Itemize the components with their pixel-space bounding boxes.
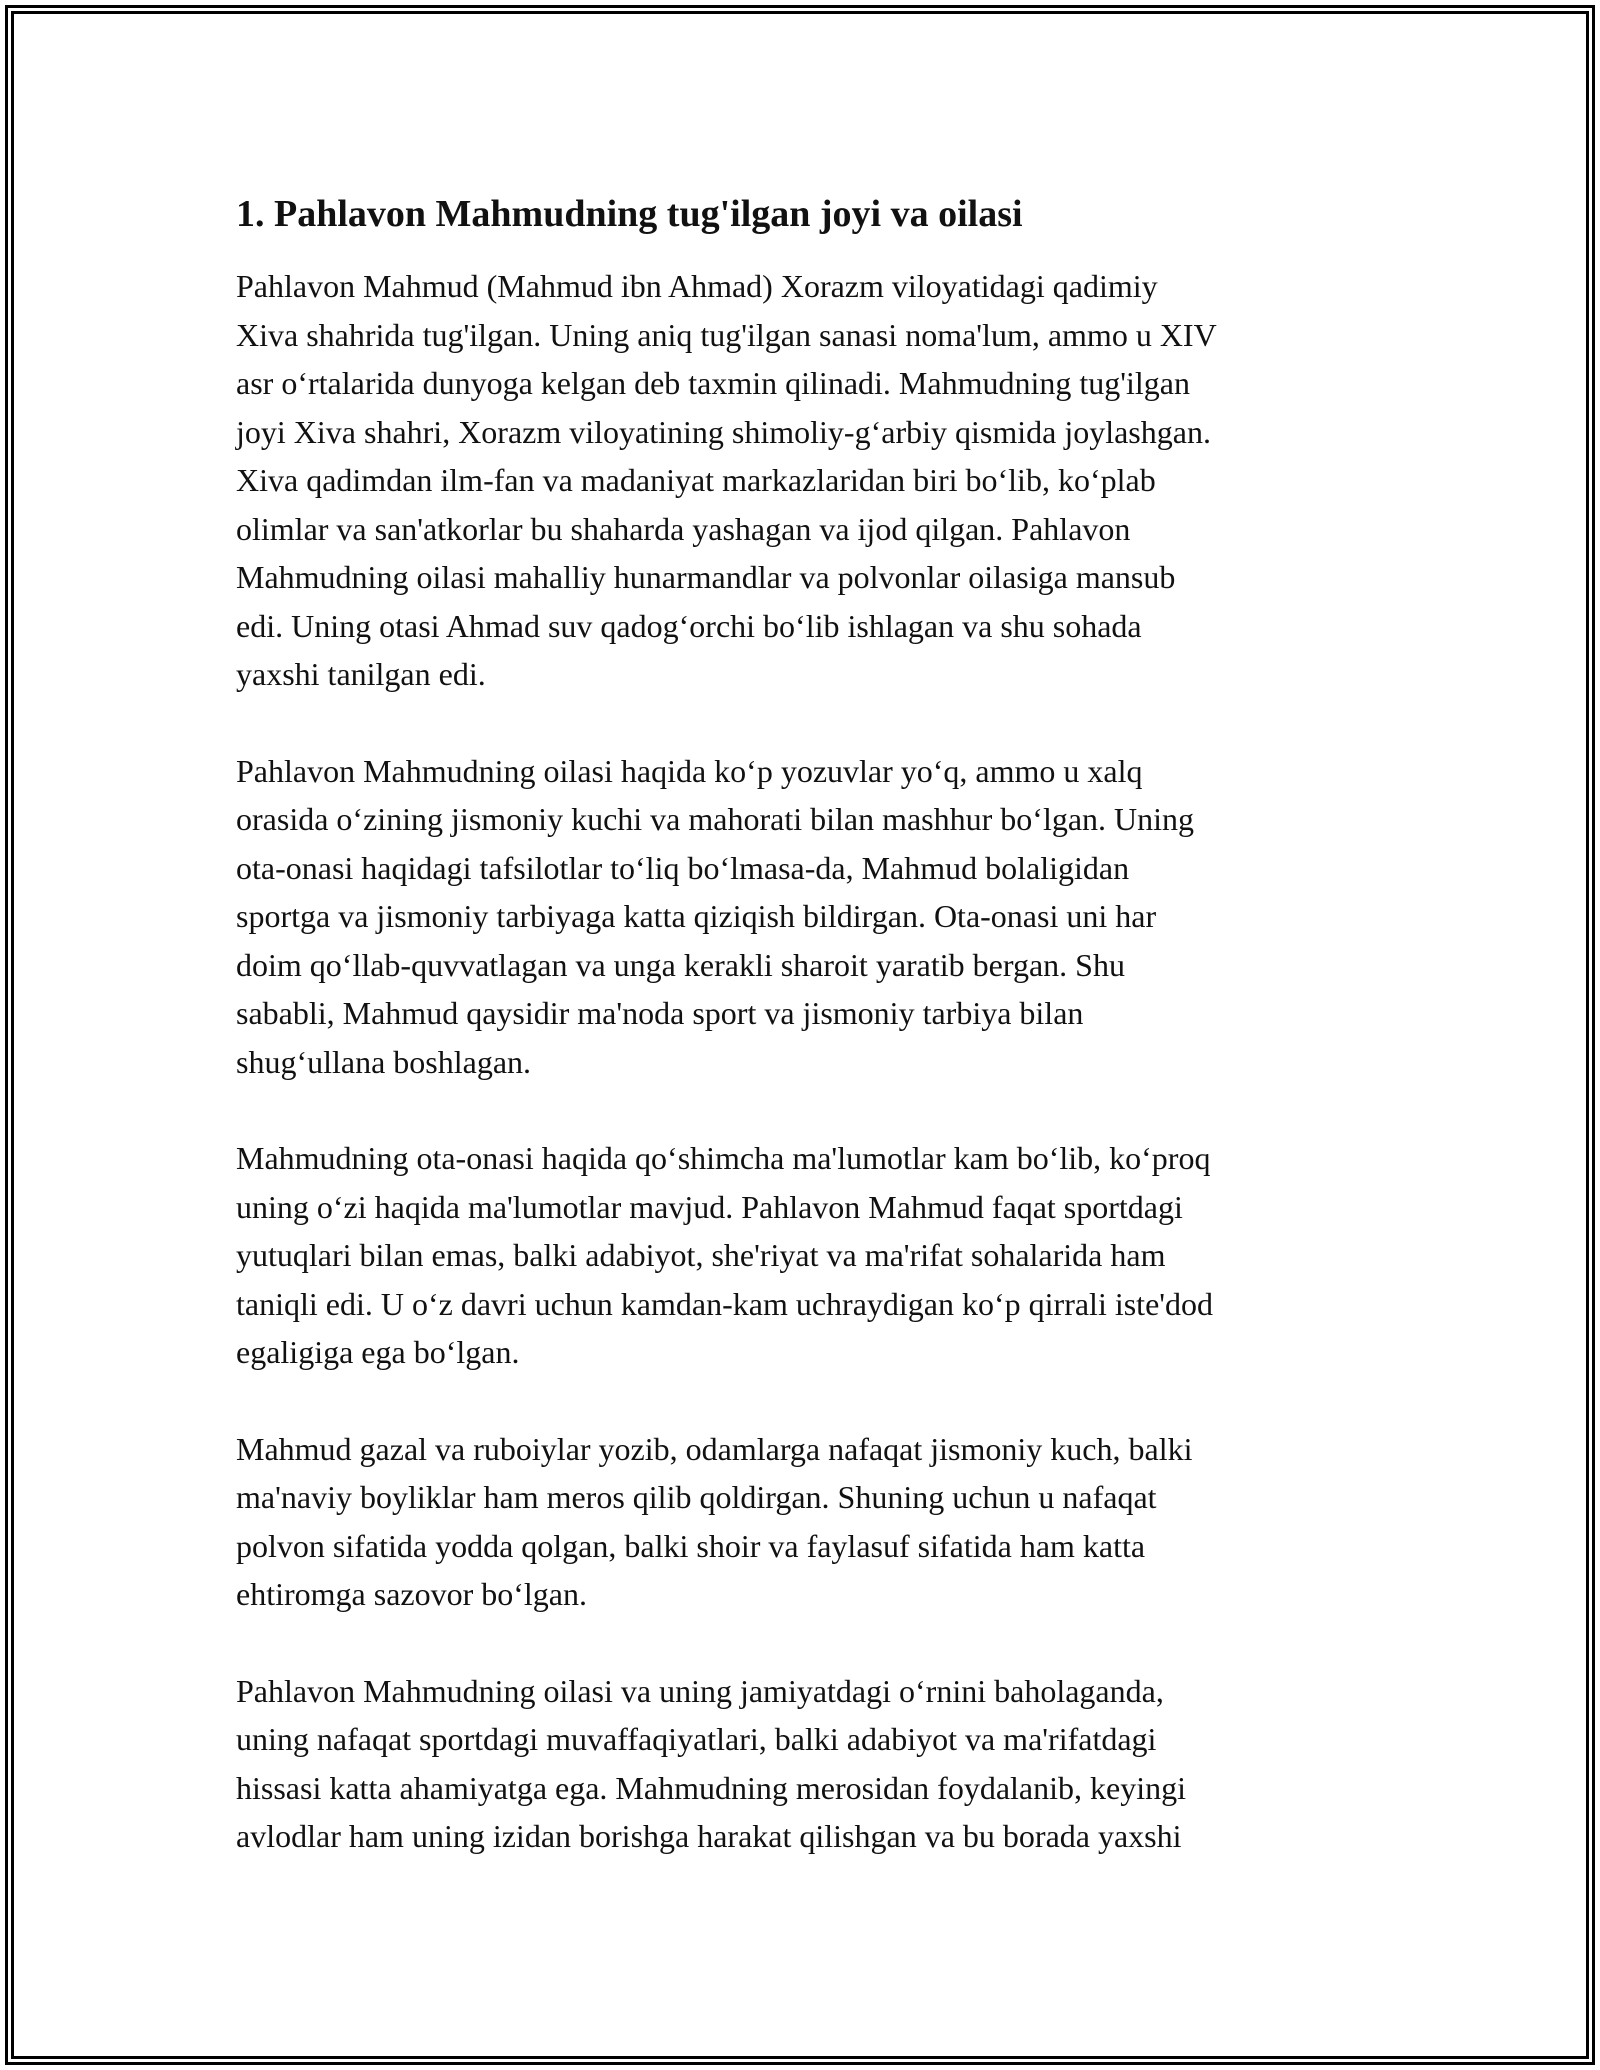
- text-line: yutuqlari bilan emas, balki adabiyot, she'riyat va ma'rifat sohalarida ham: [236, 1237, 1166, 1273]
- text-line: Pahlavon Mahmud (Mahmud ibn Ahmad) Xorazm viloyatidagi qadimiy: [236, 268, 1158, 304]
- paragraph-1: [236, 262, 1366, 699]
- document-body: [236, 188, 1366, 1909]
- paragraph-5: [236, 1667, 1366, 1861]
- text-line: olimlar va san'atkorlar bu shaharda yashagan va ijod qilgan. Pahlavon: [236, 510, 1131, 547]
- text-line: sababli, Mahmud qaysidir ma'noda sport va jismoniy tarbiya bilan: [236, 995, 1084, 1031]
- text-line: yaxshi tanilgan edi.: [236, 656, 486, 692]
- text-line: Pahlavon Mahmudning oilasi va uning jamiyatdagi o‘rnini baholaganda,: [236, 1672, 1164, 1709]
- text-line: ma'naviy boyliklar ham meros qilib qoldirgan. Shuning uchun u nafaqat: [236, 1479, 1157, 1515]
- text-line: Mahmudning ota-onasi haqida qo‘shimcha ma'lumotlar kam bo‘lib, ko‘proq: [236, 1140, 1211, 1176]
- text-line: uning o‘zi haqida ma'lumotlar mavjud. Pahlavon Mahmud faqat sportdagi: [236, 1188, 1183, 1225]
- text-line: orasida o‘zining jismoniy kuchi va mahorati bilan mashhur bo‘lgan. Uning: [236, 801, 1195, 837]
- text-line: ota-onasi haqidagi tafsilotlar to‘liq bo‘lmasa-da, Mahmud bolaligidan: [236, 849, 1130, 886]
- text-line: avlodlar ham uning izidan borishga harakat qilishgan va bu borada yaxshi: [236, 1818, 1182, 1854]
- text-line: uning nafaqat sportdagi muvaffaqiyatlari, balki adabiyot va ma'rifatdagi: [236, 1721, 1157, 1757]
- text-line: Xiva shahrida tug'ilgan. Uning aniq tug'ilgan sanasi noma'lum, ammo u XIV: [236, 316, 1217, 353]
- text-line: polvon sifatida yodda qolgan, balki shoir va faylasuf sifatida ham katta: [236, 1527, 1146, 1564]
- text-line: Xiva qadimdan ilm-fan va madaniyat markazlaridan biri bo‘lib, ko‘plab: [236, 462, 1156, 498]
- paragraph-2: [236, 747, 1366, 1087]
- text-line: Mahmudning oilasi mahalliy hunarmandlar va polvonlar oilasiga mansub: [236, 559, 1176, 595]
- text-line: asr o‘rtalarida dunyoga kelgan deb taxmin qilinadi. Mahmudning tug'ilgan: [236, 365, 1190, 401]
- paragraph-3: [236, 1134, 1366, 1377]
- section-heading: 1. Pahlavon Mahmudning tug'ilgan joyi va oilasi: [236, 193, 1023, 235]
- text-line: shug‘ullana boshlagan.: [236, 1043, 532, 1080]
- text-line: Pahlavon Mahmudning oilasi haqida ko‘p yozuvlar yo‘q, ammo u xalq: [236, 752, 1143, 789]
- text-line: hissasi katta ahamiyatga ega. Mahmudning merosidan foydalanib, keyingi: [236, 1769, 1186, 1806]
- text-line: sportga va jismoniy tarbiyaga katta qiziqish bildirgan. Ota-onasi uni har: [236, 898, 1157, 934]
- text-line: joyi Xiva shahri, Xorazm viloyatining shimoliy-g‘arbiy qismida joylashgan.: [236, 413, 1211, 450]
- text-line: doim qo‘llab-quvvatlagan va unga kerakli sharoit yaratib bergan. Shu: [236, 946, 1125, 983]
- text-line: edi. Uning otasi Ahmad suv qadog‘orchi bo‘lib ishlagan va shu sohada: [236, 607, 1142, 644]
- paragraph-4: [236, 1425, 1366, 1619]
- text-line: ehtiromga sazovor bo‘lgan.: [236, 1576, 587, 1612]
- text-line: Mahmud gazal va ruboiylar yozib, odamlarga nafaqat jismoniy kuch, balki: [236, 1430, 1193, 1467]
- text-line: egaligiga ega bo‘lgan.: [236, 1334, 520, 1370]
- text-line: taniqli edi. U o‘z davri uchun kamdan-kam uchraydigan ko‘p qirrali iste'dod: [236, 1285, 1214, 1322]
